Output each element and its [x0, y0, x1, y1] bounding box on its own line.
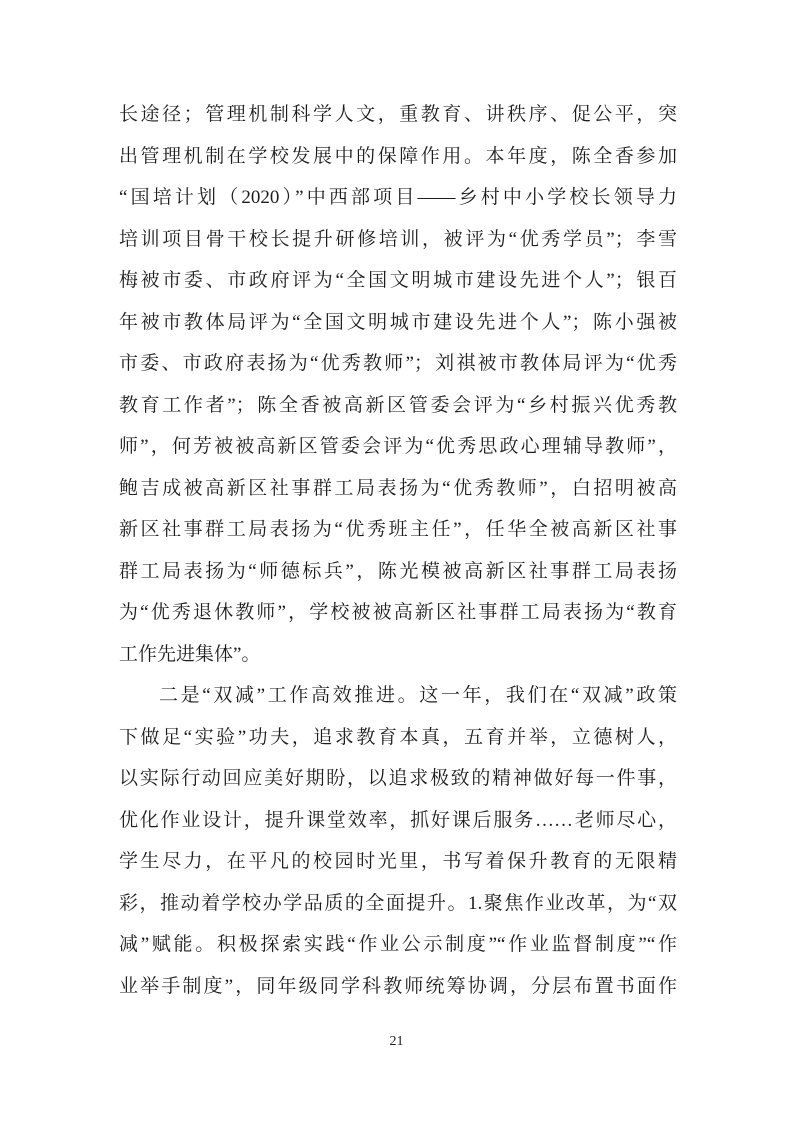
text-line: 新区社事群工局表扬为“优秀班主任”，任华全被高新区社事 — [119, 519, 677, 540]
text-line: 为“优秀退休教师”，学校被被高新区社事群工局表扬为“教育 — [119, 602, 677, 623]
page-number: 21 — [389, 1034, 404, 1049]
text-line: 彩，推动着学校办学品质的全面提升。1.聚焦作业改革，为“双 — [119, 892, 677, 914]
text-line: 工作先进集体”。 — [119, 643, 261, 665]
text-line: 群工局表扬为“师德标兵”，陈光模被高新区社事群工局表扬 — [119, 560, 677, 582]
text-line: 鲍吉成被高新区社事群工局表扬为“优秀教师”，白招明被高 — [119, 477, 677, 499]
text-line: 培训项目骨干校长提升研修培训，被评为“优秀学员”；李雪 — [119, 228, 677, 250]
document-body — [119, 94, 677, 1007]
text-line: 出管理机制在学校发展中的保障作用。本年度，陈全香参加 — [119, 145, 677, 167]
text-line: 学生尽力，在平凡的校园时光里，书写着保升教育的无限精 — [119, 851, 677, 872]
text-line: 减”赋能。积极探索实践“作业公示制度”“作业监督制度”“作 — [119, 934, 677, 955]
text-line: 市委、市政府表扬为“优秀教师”；刘祺被市教体局评为“优秀 — [119, 353, 677, 374]
text-line: 梅被市委、市政府评为“全国文明城市建设先进个人”；银百 — [119, 270, 677, 291]
text-line: 下做足“实验”功夫，追求教育本真，五育并举，立德树人， — [119, 726, 677, 748]
text-line: 以实际行动回应美好期盼，以追求极致的精神做好每一件事， — [119, 768, 677, 789]
text-line: 长途径；管理机制科学人文，重教育、讲秩序、促公平，突 — [119, 104, 677, 125]
text-line: 教育工作者”；陈全香被高新区管委会评为“乡村振兴优秀教 — [119, 394, 677, 416]
text-line: 师”，何芳被被高新区管委会评为“优秀思政心理辅导教师”， — [119, 436, 677, 457]
text-line: 年被市教体局评为“全国文明城市建设先进个人”；陈小强被 — [119, 311, 677, 333]
text-line: 优化作业设计，提升课堂效率，抓好课后服务……老师尽心， — [119, 809, 677, 831]
text-line: “国培计划（2020）”中西部项目——乡村中小学校长领导力 — [119, 187, 677, 208]
text-line: 二是“双减”工作高效推进。这一年，我们在“双减”政策 — [159, 685, 677, 706]
text-line: 业举手制度”，同年级同学科教师统筹协调，分层布置书面作 — [119, 975, 677, 997]
